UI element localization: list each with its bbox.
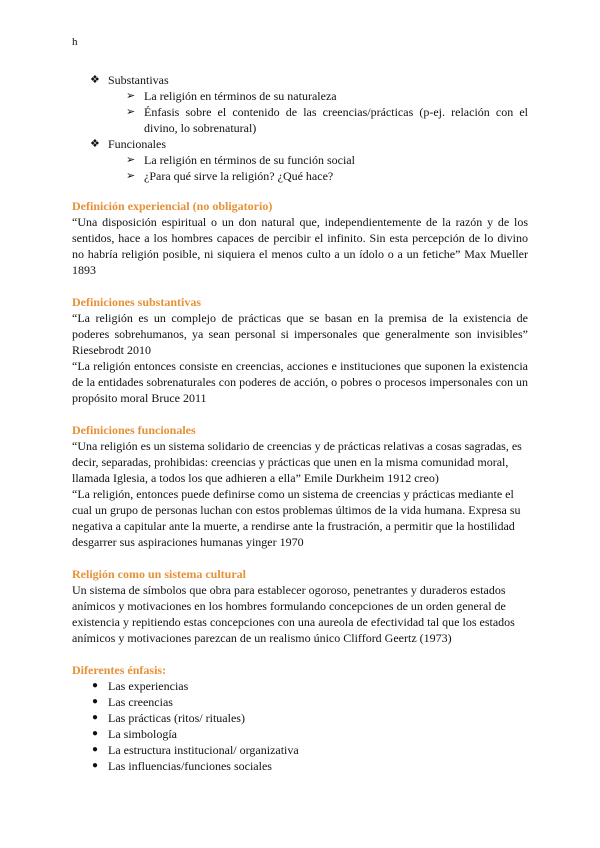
- list-item-text: Las creencias: [108, 695, 173, 709]
- list-item-text: Las prácticas (ritos/ rituales): [108, 711, 245, 725]
- sub-item-text: ¿Para qué sirve la religión? ¿Qué hace?: [144, 169, 334, 183]
- type-substantivas-sub-1: [72, 88, 528, 104]
- filled-circle-bullet-icon: ●: [92, 728, 99, 739]
- document-body: [72, 72, 528, 774]
- diamond-cross-bullet-icon: ❖: [90, 138, 100, 150]
- list-item: [72, 726, 528, 742]
- sub-item-text: Énfasis sobre el contenido de las creencias/prácticas (p-ej. relación con el divino, lo sobrenatural): [144, 105, 528, 135]
- quote-bruce: “La religión entonces consiste en creencias, acciones e instituciones que suponen la existencia de la entidades sobrenaturales con poderes de acción, o pobres o procesos impersonales con un propósito moral Bruce 2011: [72, 359, 528, 405]
- type-funcionales: [72, 136, 528, 152]
- arrowhead-bullet-icon: ➢: [126, 170, 136, 182]
- arrowhead-bullet-icon: ➢: [126, 106, 136, 118]
- section-heading-enfasis: Diferentes énfasis:: [72, 663, 167, 677]
- filled-circle-bullet-icon: ●: [92, 760, 99, 771]
- type-label: Substantivas: [108, 73, 169, 87]
- section-heading-funcionales: Definiciones funcionales: [72, 423, 196, 437]
- diamond-cross-bullet-icon: ❖: [90, 74, 100, 86]
- list-item: [72, 694, 528, 710]
- list-item-text: La estructura institucional/ organizativa: [108, 743, 299, 757]
- section-heading-sistema-cultural: Religión como un sistema cultural: [72, 567, 246, 581]
- filled-circle-bullet-icon: ●: [92, 712, 99, 723]
- list-item: [72, 678, 528, 694]
- list-item-text: La simbología: [108, 727, 177, 741]
- filled-circle-bullet-icon: ●: [92, 680, 99, 691]
- quote-mueller: “Una disposición espiritual o un don natural que, independientemente de la razón y de los sentidos, hace a los hombres capaces de percibir el infinito. Sin esta percepción de lo divino no habría religión posible, ni siquiera el menos culto a un ídolo o a un fetiche” Max Mueller 1893: [72, 215, 528, 277]
- list-item: [72, 758, 528, 774]
- filled-circle-bullet-icon: ●: [92, 744, 99, 755]
- type-funcionales-sub-2: [72, 168, 528, 184]
- quote-geertz: Un sistema de símbolos que obra para establecer ogoroso, penetrantes y duraderos estados anímicos y motivaciones en los hombres formulando concepciones de un orden general de existencia y repitiendo estas concepciones con una aureola de efectividad tal que los estados anímicos y motivaciones parezcan de un realismo único Clifford Geertz (1973): [72, 583, 515, 645]
- sub-item-text: La religión en términos de su naturaleza: [144, 89, 337, 103]
- arrowhead-bullet-icon: ➢: [126, 90, 136, 102]
- quote-yinger: “La religión, entonces puede definirse como un sistema de creencias y prácticas mediante el cual un grupo de personas luchan con estos problemas últimos de la vida humana. Expresa su negativa a capitular ante la muerte, a rendirse ante la frustración, a permitir que la hostilidad desgarrer sus aspiraciones humanas yinger 1970: [72, 487, 521, 549]
- sub-item-text: La religión en términos de su función social: [144, 153, 355, 167]
- type-substantivas-sub-2: [72, 104, 528, 136]
- list-item: [72, 742, 528, 758]
- section-heading-substantivas: Definiciones substantivas: [72, 295, 202, 309]
- corner-mark: h: [72, 36, 78, 48]
- filled-circle-bullet-icon: ●: [92, 696, 99, 707]
- quote-durkheim: “Una religión es un sistema solidario de creencias y de prácticas relativas a cosas sagradas, es decir, separadas, prohibidas: creencias y prácticas que unen en la misma comunidad moral, llamada Iglesia, a todos los que adhieren a ella” Emile Durkheim 1912 creo): [72, 439, 522, 485]
- quote-riesebrodt: “La religión es un complejo de prácticas que se basan en la premisa de la existencia de poderes sobrehumanos, ya sean personal si impersonales que generalmente son invisibles” Riesebrodt 2010: [72, 311, 528, 357]
- list-item: [72, 710, 528, 726]
- type-substantivas: [72, 72, 528, 88]
- type-funcionales-sub-1: [72, 152, 528, 168]
- list-item-text: Las influencias/funciones sociales: [108, 759, 272, 773]
- section-heading-experiencial: Definición experiencial (no obligatorio): [72, 199, 273, 213]
- type-label: Funcionales: [108, 137, 166, 151]
- arrowhead-bullet-icon: ➢: [126, 154, 136, 166]
- list-item-text: Las experiencias: [108, 679, 189, 693]
